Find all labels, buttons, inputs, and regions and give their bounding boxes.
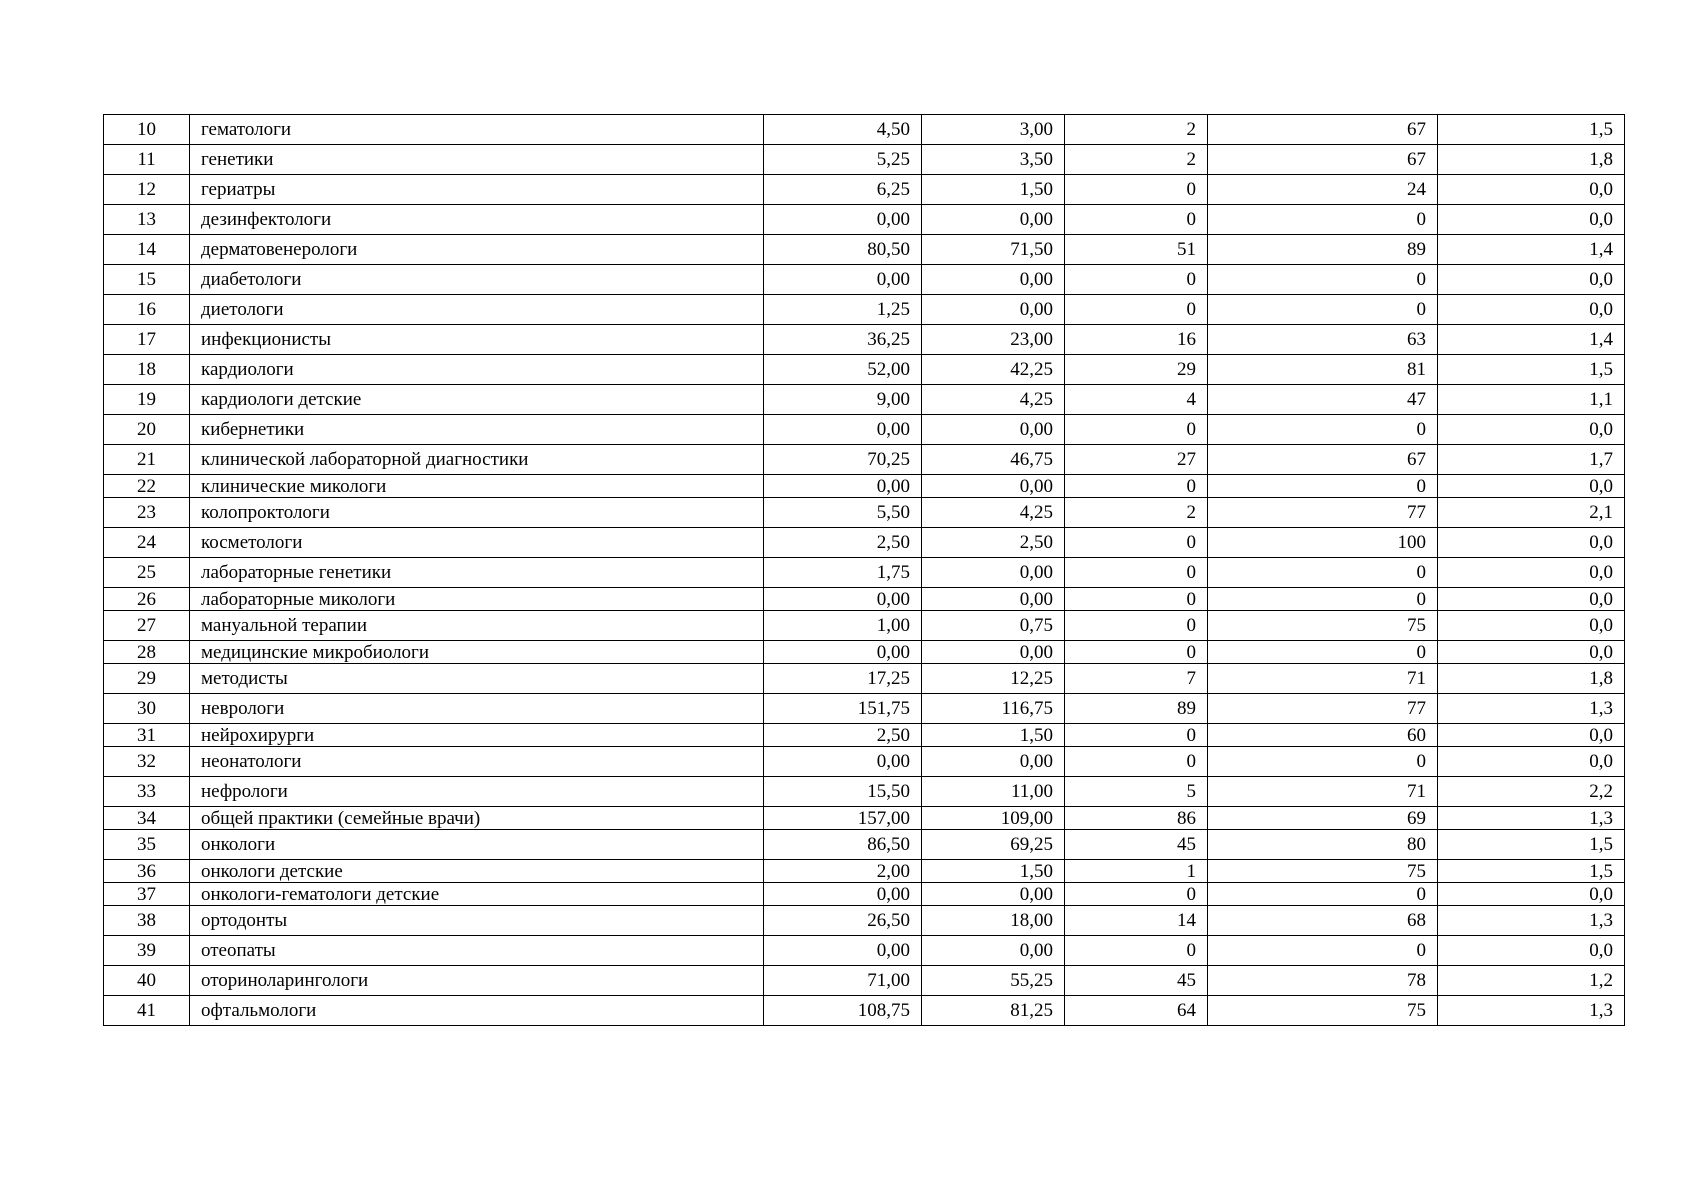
value-col-3-cell: 0 bbox=[1065, 475, 1208, 498]
value-col-3-cell: 16 bbox=[1065, 325, 1208, 355]
value-col-4-cell: 24 bbox=[1208, 175, 1438, 205]
table-body bbox=[104, 115, 1625, 1026]
row-number-cell: 17 bbox=[104, 325, 190, 355]
value-col-3-cell: 4 bbox=[1065, 385, 1208, 415]
value-col-1-cell: 5,25 bbox=[764, 145, 922, 175]
table-row bbox=[104, 445, 1625, 475]
value-col-3-cell: 0 bbox=[1065, 415, 1208, 445]
table-row bbox=[104, 807, 1625, 830]
value-col-1-cell: 36,25 bbox=[764, 325, 922, 355]
value-col-3-cell: 2 bbox=[1065, 145, 1208, 175]
specialty-name-cell: онкологи детские bbox=[190, 860, 764, 883]
value-col-5-cell: 0,0 bbox=[1438, 205, 1625, 235]
value-col-5-cell: 1,7 bbox=[1438, 445, 1625, 475]
value-col-5-cell: 1,8 bbox=[1438, 145, 1625, 175]
specialty-name-cell: лабораторные микологи bbox=[190, 588, 764, 611]
value-col-4-cell: 75 bbox=[1208, 996, 1438, 1026]
value-col-1-cell: 151,75 bbox=[764, 694, 922, 724]
value-col-1-cell: 86,50 bbox=[764, 830, 922, 860]
value-col-4-cell: 67 bbox=[1208, 445, 1438, 475]
value-col-1-cell: 1,25 bbox=[764, 295, 922, 325]
value-col-5-cell: 0,0 bbox=[1438, 265, 1625, 295]
value-col-5-cell: 0,0 bbox=[1438, 295, 1625, 325]
value-col-1-cell: 0,00 bbox=[764, 265, 922, 295]
value-col-2-cell: 0,00 bbox=[922, 558, 1065, 588]
value-col-5-cell: 0,0 bbox=[1438, 611, 1625, 641]
specialty-name-cell: гематологи bbox=[190, 115, 764, 145]
value-col-5-cell: 2,2 bbox=[1438, 777, 1625, 807]
value-col-4-cell: 89 bbox=[1208, 235, 1438, 265]
table-row bbox=[104, 860, 1625, 883]
value-col-4-cell: 0 bbox=[1208, 475, 1438, 498]
value-col-2-cell: 18,00 bbox=[922, 906, 1065, 936]
value-col-5-cell: 1,4 bbox=[1438, 235, 1625, 265]
table-row bbox=[104, 475, 1625, 498]
value-col-2-cell: 46,75 bbox=[922, 445, 1065, 475]
specialty-name-cell: общей практики (семейные врачи) bbox=[190, 807, 764, 830]
specialty-name-cell: оториноларингологи bbox=[190, 966, 764, 996]
value-col-4-cell: 0 bbox=[1208, 588, 1438, 611]
specialty-name-cell: лабораторные генетики bbox=[190, 558, 764, 588]
value-col-4-cell: 67 bbox=[1208, 145, 1438, 175]
table-row bbox=[104, 558, 1625, 588]
value-col-2-cell: 1,50 bbox=[922, 724, 1065, 747]
value-col-2-cell: 0,00 bbox=[922, 936, 1065, 966]
table-row bbox=[104, 205, 1625, 235]
value-col-1-cell: 70,25 bbox=[764, 445, 922, 475]
value-col-1-cell: 0,00 bbox=[764, 747, 922, 777]
specialty-name-cell: косметологи bbox=[190, 528, 764, 558]
table-row bbox=[104, 830, 1625, 860]
row-number-cell: 19 bbox=[104, 385, 190, 415]
value-col-4-cell: 78 bbox=[1208, 966, 1438, 996]
value-col-2-cell: 0,00 bbox=[922, 883, 1065, 906]
value-col-1-cell: 26,50 bbox=[764, 906, 922, 936]
value-col-5-cell: 0,0 bbox=[1438, 415, 1625, 445]
value-col-1-cell: 0,00 bbox=[764, 936, 922, 966]
value-col-1-cell: 2,50 bbox=[764, 528, 922, 558]
value-col-1-cell: 0,00 bbox=[764, 588, 922, 611]
value-col-1-cell: 52,00 bbox=[764, 355, 922, 385]
table-row bbox=[104, 996, 1625, 1026]
specialty-name-cell: клинические микологи bbox=[190, 475, 764, 498]
value-col-3-cell: 0 bbox=[1065, 558, 1208, 588]
specialty-name-cell: отеопаты bbox=[190, 936, 764, 966]
value-col-5-cell: 0,0 bbox=[1438, 641, 1625, 664]
value-col-2-cell: 11,00 bbox=[922, 777, 1065, 807]
specialty-name-cell: неонатологи bbox=[190, 747, 764, 777]
table-row bbox=[104, 936, 1625, 966]
value-col-5-cell: 1,8 bbox=[1438, 664, 1625, 694]
value-col-2-cell: 71,50 bbox=[922, 235, 1065, 265]
table-row bbox=[104, 641, 1625, 664]
value-col-4-cell: 71 bbox=[1208, 777, 1438, 807]
value-col-5-cell: 1,1 bbox=[1438, 385, 1625, 415]
value-col-4-cell: 81 bbox=[1208, 355, 1438, 385]
value-col-4-cell: 0 bbox=[1208, 883, 1438, 906]
value-col-4-cell: 75 bbox=[1208, 860, 1438, 883]
value-col-2-cell: 0,00 bbox=[922, 265, 1065, 295]
value-col-3-cell: 14 bbox=[1065, 906, 1208, 936]
specialty-name-cell: онкологи-гематологи детские bbox=[190, 883, 764, 906]
table-row bbox=[104, 528, 1625, 558]
row-number-cell: 30 bbox=[104, 694, 190, 724]
value-col-3-cell: 0 bbox=[1065, 295, 1208, 325]
value-col-5-cell: 1,5 bbox=[1438, 860, 1625, 883]
value-col-4-cell: 67 bbox=[1208, 115, 1438, 145]
value-col-1-cell: 0,00 bbox=[764, 641, 922, 664]
value-col-4-cell: 75 bbox=[1208, 611, 1438, 641]
specialty-name-cell: нефрологи bbox=[190, 777, 764, 807]
table-row bbox=[104, 498, 1625, 528]
value-col-1-cell: 108,75 bbox=[764, 996, 922, 1026]
table-row bbox=[104, 664, 1625, 694]
value-col-5-cell: 1,5 bbox=[1438, 115, 1625, 145]
value-col-3-cell: 0 bbox=[1065, 588, 1208, 611]
value-col-3-cell: 0 bbox=[1065, 611, 1208, 641]
value-col-3-cell: 86 bbox=[1065, 807, 1208, 830]
value-col-3-cell: 89 bbox=[1065, 694, 1208, 724]
value-col-4-cell: 68 bbox=[1208, 906, 1438, 936]
value-col-3-cell: 0 bbox=[1065, 265, 1208, 295]
value-col-2-cell: 3,50 bbox=[922, 145, 1065, 175]
value-col-5-cell: 1,3 bbox=[1438, 694, 1625, 724]
value-col-5-cell: 1,5 bbox=[1438, 355, 1625, 385]
table-row bbox=[104, 265, 1625, 295]
table-row bbox=[104, 883, 1625, 906]
value-col-3-cell: 2 bbox=[1065, 498, 1208, 528]
value-col-5-cell: 1,4 bbox=[1438, 325, 1625, 355]
value-col-3-cell: 5 bbox=[1065, 777, 1208, 807]
table-row bbox=[104, 724, 1625, 747]
table-row bbox=[104, 966, 1625, 996]
value-col-1-cell: 157,00 bbox=[764, 807, 922, 830]
value-col-1-cell: 5,50 bbox=[764, 498, 922, 528]
row-number-cell: 15 bbox=[104, 265, 190, 295]
row-number-cell: 31 bbox=[104, 724, 190, 747]
value-col-5-cell: 1,2 bbox=[1438, 966, 1625, 996]
value-col-1-cell: 9,00 bbox=[764, 385, 922, 415]
specialty-name-cell: ортодонты bbox=[190, 906, 764, 936]
value-col-3-cell: 27 bbox=[1065, 445, 1208, 475]
value-col-3-cell: 45 bbox=[1065, 830, 1208, 860]
specialty-name-cell: кардиологи детские bbox=[190, 385, 764, 415]
value-col-4-cell: 0 bbox=[1208, 295, 1438, 325]
value-col-4-cell: 77 bbox=[1208, 498, 1438, 528]
value-col-1-cell: 0,00 bbox=[764, 205, 922, 235]
value-col-2-cell: 69,25 bbox=[922, 830, 1065, 860]
value-col-1-cell: 0,00 bbox=[764, 415, 922, 445]
table-row bbox=[104, 295, 1625, 325]
table-row bbox=[104, 694, 1625, 724]
value-col-1-cell: 0,00 bbox=[764, 475, 922, 498]
value-col-5-cell: 1,3 bbox=[1438, 906, 1625, 936]
value-col-5-cell: 0,0 bbox=[1438, 175, 1625, 205]
row-number-cell: 11 bbox=[104, 145, 190, 175]
value-col-3-cell: 64 bbox=[1065, 996, 1208, 1026]
row-number-cell: 23 bbox=[104, 498, 190, 528]
row-number-cell: 27 bbox=[104, 611, 190, 641]
value-col-1-cell: 1,00 bbox=[764, 611, 922, 641]
table-row bbox=[104, 906, 1625, 936]
value-col-1-cell: 1,75 bbox=[764, 558, 922, 588]
value-col-2-cell: 4,25 bbox=[922, 385, 1065, 415]
value-col-2-cell: 116,75 bbox=[922, 694, 1065, 724]
value-col-3-cell: 51 bbox=[1065, 235, 1208, 265]
row-number-cell: 22 bbox=[104, 475, 190, 498]
value-col-4-cell: 0 bbox=[1208, 205, 1438, 235]
row-number-cell: 37 bbox=[104, 883, 190, 906]
table-row bbox=[104, 415, 1625, 445]
row-number-cell: 18 bbox=[104, 355, 190, 385]
value-col-3-cell: 2 bbox=[1065, 115, 1208, 145]
value-col-1-cell: 71,00 bbox=[764, 966, 922, 996]
value-col-1-cell: 2,50 bbox=[764, 724, 922, 747]
value-col-2-cell: 1,50 bbox=[922, 175, 1065, 205]
value-col-5-cell: 0,0 bbox=[1438, 528, 1625, 558]
row-number-cell: 25 bbox=[104, 558, 190, 588]
value-col-4-cell: 0 bbox=[1208, 641, 1438, 664]
value-col-3-cell: 0 bbox=[1065, 936, 1208, 966]
value-col-4-cell: 63 bbox=[1208, 325, 1438, 355]
value-col-4-cell: 77 bbox=[1208, 694, 1438, 724]
specialty-name-cell: дерматовенерологи bbox=[190, 235, 764, 265]
value-col-2-cell: 2,50 bbox=[922, 528, 1065, 558]
row-number-cell: 13 bbox=[104, 205, 190, 235]
value-col-5-cell: 1,3 bbox=[1438, 996, 1625, 1026]
value-col-2-cell: 42,25 bbox=[922, 355, 1065, 385]
value-col-4-cell: 47 bbox=[1208, 385, 1438, 415]
row-number-cell: 36 bbox=[104, 860, 190, 883]
table-row bbox=[104, 588, 1625, 611]
value-col-5-cell: 0,0 bbox=[1438, 558, 1625, 588]
value-col-1-cell: 0,00 bbox=[764, 883, 922, 906]
specialty-name-cell: дезинфектологи bbox=[190, 205, 764, 235]
specialty-name-cell: диетологи bbox=[190, 295, 764, 325]
value-col-2-cell: 0,00 bbox=[922, 205, 1065, 235]
value-col-3-cell: 0 bbox=[1065, 205, 1208, 235]
specialty-name-cell: медицинские микробиологи bbox=[190, 641, 764, 664]
specialty-name-cell: генетики bbox=[190, 145, 764, 175]
value-col-1-cell: 4,50 bbox=[764, 115, 922, 145]
table-row bbox=[104, 747, 1625, 777]
specialty-name-cell: колопроктологи bbox=[190, 498, 764, 528]
value-col-4-cell: 80 bbox=[1208, 830, 1438, 860]
value-col-4-cell: 0 bbox=[1208, 936, 1438, 966]
value-col-1-cell: 80,50 bbox=[764, 235, 922, 265]
value-col-1-cell: 17,25 bbox=[764, 664, 922, 694]
specialty-name-cell: онкологи bbox=[190, 830, 764, 860]
value-col-4-cell: 71 bbox=[1208, 664, 1438, 694]
specialty-name-cell: диабетологи bbox=[190, 265, 764, 295]
row-number-cell: 34 bbox=[104, 807, 190, 830]
table-row bbox=[104, 777, 1625, 807]
value-col-4-cell: 0 bbox=[1208, 265, 1438, 295]
specialty-name-cell: кардиологи bbox=[190, 355, 764, 385]
row-number-cell: 29 bbox=[104, 664, 190, 694]
value-col-1-cell: 2,00 bbox=[764, 860, 922, 883]
row-number-cell: 38 bbox=[104, 906, 190, 936]
value-col-5-cell: 1,3 bbox=[1438, 807, 1625, 830]
specialty-name-cell: нейрохирурги bbox=[190, 724, 764, 747]
value-col-5-cell: 1,5 bbox=[1438, 830, 1625, 860]
row-number-cell: 33 bbox=[104, 777, 190, 807]
value-col-2-cell: 0,75 bbox=[922, 611, 1065, 641]
specialty-name-cell: клинической лабораторной диагностики bbox=[190, 445, 764, 475]
value-col-3-cell: 45 bbox=[1065, 966, 1208, 996]
value-col-1-cell: 15,50 bbox=[764, 777, 922, 807]
value-col-3-cell: 0 bbox=[1065, 724, 1208, 747]
value-col-2-cell: 12,25 bbox=[922, 664, 1065, 694]
row-number-cell: 24 bbox=[104, 528, 190, 558]
value-col-1-cell: 6,25 bbox=[764, 175, 922, 205]
row-number-cell: 16 bbox=[104, 295, 190, 325]
value-col-2-cell: 4,25 bbox=[922, 498, 1065, 528]
value-col-2-cell: 81,25 bbox=[922, 996, 1065, 1026]
value-col-3-cell: 0 bbox=[1065, 175, 1208, 205]
value-col-4-cell: 100 bbox=[1208, 528, 1438, 558]
value-col-3-cell: 29 bbox=[1065, 355, 1208, 385]
value-col-3-cell: 0 bbox=[1065, 528, 1208, 558]
specialty-name-cell: неврологи bbox=[190, 694, 764, 724]
value-col-2-cell: 23,00 bbox=[922, 325, 1065, 355]
row-number-cell: 32 bbox=[104, 747, 190, 777]
table-row bbox=[104, 145, 1625, 175]
value-col-2-cell: 0,00 bbox=[922, 295, 1065, 325]
specialty-name-cell: инфекционисты bbox=[190, 325, 764, 355]
row-number-cell: 20 bbox=[104, 415, 190, 445]
table-row bbox=[104, 385, 1625, 415]
row-number-cell: 39 bbox=[104, 936, 190, 966]
value-col-4-cell: 69 bbox=[1208, 807, 1438, 830]
value-col-5-cell: 0,0 bbox=[1438, 883, 1625, 906]
specialists-table bbox=[103, 114, 1625, 1026]
row-number-cell: 35 bbox=[104, 830, 190, 860]
value-col-2-cell: 55,25 bbox=[922, 966, 1065, 996]
row-number-cell: 12 bbox=[104, 175, 190, 205]
value-col-2-cell: 0,00 bbox=[922, 588, 1065, 611]
value-col-4-cell: 0 bbox=[1208, 747, 1438, 777]
value-col-5-cell: 0,0 bbox=[1438, 936, 1625, 966]
table-row bbox=[104, 235, 1625, 265]
value-col-5-cell: 0,0 bbox=[1438, 588, 1625, 611]
table-row bbox=[104, 175, 1625, 205]
value-col-2-cell: 3,00 bbox=[922, 115, 1065, 145]
table-row bbox=[104, 115, 1625, 145]
value-col-5-cell: 0,0 bbox=[1438, 475, 1625, 498]
row-number-cell: 14 bbox=[104, 235, 190, 265]
table-row bbox=[104, 355, 1625, 385]
value-col-3-cell: 0 bbox=[1065, 641, 1208, 664]
value-col-5-cell: 2,1 bbox=[1438, 498, 1625, 528]
row-number-cell: 10 bbox=[104, 115, 190, 145]
table-row bbox=[104, 611, 1625, 641]
specialty-name-cell: гериатры bbox=[190, 175, 764, 205]
value-col-4-cell: 60 bbox=[1208, 724, 1438, 747]
row-number-cell: 28 bbox=[104, 641, 190, 664]
specialty-name-cell: офтальмологи bbox=[190, 996, 764, 1026]
value-col-4-cell: 0 bbox=[1208, 558, 1438, 588]
specialty-name-cell: кибернетики bbox=[190, 415, 764, 445]
row-number-cell: 26 bbox=[104, 588, 190, 611]
value-col-4-cell: 0 bbox=[1208, 415, 1438, 445]
value-col-2-cell: 0,00 bbox=[922, 415, 1065, 445]
row-number-cell: 40 bbox=[104, 966, 190, 996]
value-col-2-cell: 0,00 bbox=[922, 747, 1065, 777]
specialty-name-cell: методисты bbox=[190, 664, 764, 694]
value-col-3-cell: 1 bbox=[1065, 860, 1208, 883]
row-number-cell: 41 bbox=[104, 996, 190, 1026]
value-col-2-cell: 109,00 bbox=[922, 807, 1065, 830]
row-number-cell: 21 bbox=[104, 445, 190, 475]
specialty-name-cell: мануальной терапии bbox=[190, 611, 764, 641]
value-col-5-cell: 0,0 bbox=[1438, 747, 1625, 777]
value-col-2-cell: 0,00 bbox=[922, 475, 1065, 498]
value-col-3-cell: 0 bbox=[1065, 883, 1208, 906]
value-col-2-cell: 0,00 bbox=[922, 641, 1065, 664]
value-col-2-cell: 1,50 bbox=[922, 860, 1065, 883]
value-col-5-cell: 0,0 bbox=[1438, 724, 1625, 747]
value-col-3-cell: 0 bbox=[1065, 747, 1208, 777]
value-col-3-cell: 7 bbox=[1065, 664, 1208, 694]
table-row bbox=[104, 325, 1625, 355]
